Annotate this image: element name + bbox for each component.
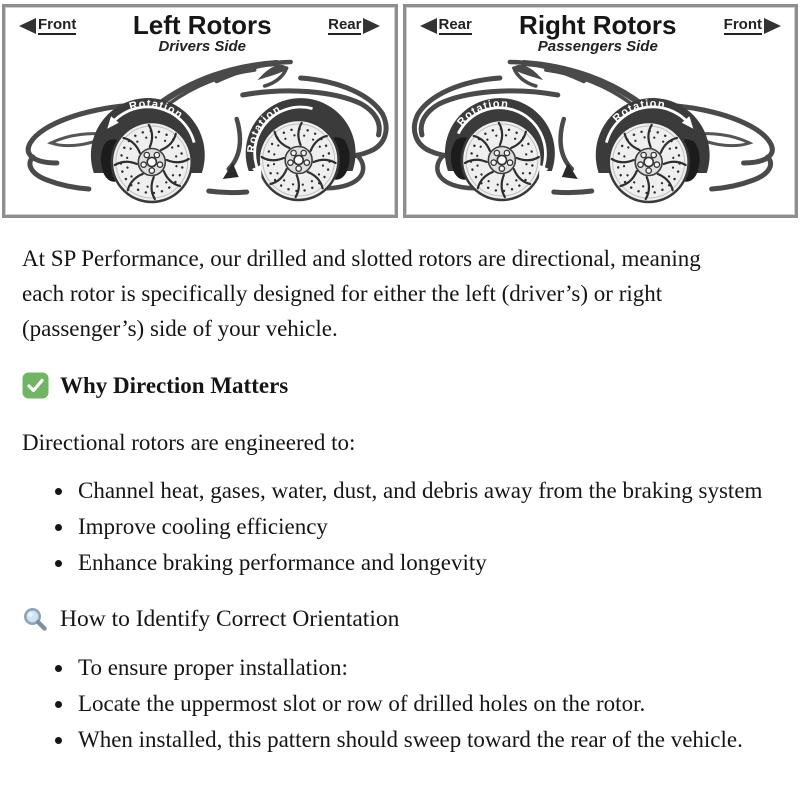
section-heading-text: Why Direction Matters: [60, 372, 289, 398]
panel-title: Left Rotors: [132, 10, 272, 40]
arrow-left-icon: [19, 18, 36, 34]
panel-subtitle: Passengers Side: [537, 38, 658, 55]
bullet-item: • To ensure proper installation:: [75, 650, 770, 685]
magnifying-glass-icon: [22, 606, 49, 633]
bullet-item: • When installed, this pattern should sweep toward the rear of the vehicle.: [75, 722, 770, 757]
rear-direction-label: [420, 16, 472, 35]
direction-text: Front: [38, 16, 77, 33]
article-body: [0, 241, 800, 757]
direction-text: Front: [723, 16, 762, 33]
installation-list: [22, 650, 770, 757]
rear-direction-label: [328, 16, 380, 35]
front-direction-label: [724, 16, 781, 35]
left-rotors-panel: [2, 4, 398, 218]
left-panel-header: [5, 11, 395, 57]
check-mark-icon: [22, 372, 49, 399]
front-direction-label: [19, 16, 76, 35]
bullet-item: • Channel heat, gases, water, dust, and debris away from the braking system: [75, 473, 770, 508]
rotation-label: Rotation: [454, 97, 509, 129]
right-rotors-panel: [403, 4, 799, 218]
intro-paragraph: At SP Performance, our drilled and slotted rotors are directional, meaning each rotor is specifically designed for either the left (driver’s) or right (passenger’s) side of your vehicle.: [22, 246, 701, 341]
rotation-label: Rotation: [127, 97, 186, 122]
direction-text: Rear: [438, 16, 472, 33]
rotor-direction-diagram: [0, 0, 800, 218]
rotation-label: Rotation: [245, 102, 284, 154]
bullet-item: • Enhance braking performance and longevity: [75, 545, 770, 580]
arrow-right-icon: [363, 18, 380, 34]
section-heading-text: How to Identify Correct Orientation: [60, 606, 400, 632]
right-panel-header: [406, 11, 796, 57]
direction-text: Rear: [328, 16, 362, 33]
bullet-item: • Improve cooling efficiency: [75, 509, 770, 544]
rotation-label: Rotation: [610, 97, 667, 125]
lead-paragraph: Directional rotors are engineered to:: [22, 430, 356, 455]
panel-subtitle: Drivers Side: [158, 38, 246, 55]
arrow-left-icon: [420, 18, 437, 34]
section-heading-why-direction-matters: [22, 372, 770, 399]
arrow-right-icon: [764, 18, 781, 34]
section-heading-correct-orientation: [22, 606, 770, 633]
panel-title: Right Rotors: [519, 10, 677, 40]
benefits-list: [22, 473, 770, 580]
bullet-item: • Locate the uppermost slot or row of drilled holes on the rotor.: [75, 686, 770, 721]
